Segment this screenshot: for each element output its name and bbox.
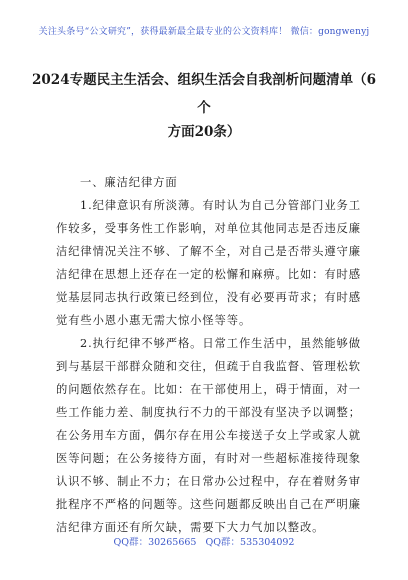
document-title-line-2: 方面20条） [167,124,241,140]
paragraph-line: 认识不够、制止不力；在日常办公过程中，存在着财务审 [56,475,361,488]
paragraph-line: 作较多，受事务性工作影响，对单位其他同志是否违反廉 [56,222,361,235]
document-title-line-1: 2024专题民主生活会、组织生活会自我剖析问题清单（6个 [32,72,376,116]
paragraph-line: 到与基层干部群众随和交往，但疏于自我监督、管理松软 [56,360,361,373]
paragraph-line: 洁纪律方面还有所欠缺，需要下大力气加以整改。 [56,521,325,534]
paragraph-line: 的问题依然存在。比如：在干部使用上，碍于情面，对一 [56,383,361,396]
paragraph-line: 觉基层同志执行政策已经到位，没有必要再苛求；有时感 [56,291,361,304]
paragraph-line: 2.执行纪律不够严格。日常工作生活中，虽然能够做 [80,337,361,350]
paragraph-line: 些工作能力差、制度执行不力的干部没有坚决予以调整； [56,406,361,419]
footer-contact [0,534,408,548]
paragraph-line: 觉有些小恩小惠无需大惊小怪等等。 [56,314,252,327]
paragraph-line: 批程序不严格的问题等。这些问题都反映出自己在严明廉 [56,498,361,511]
paragraph-line: 医等问题；在公务接待方面，有时对一些超标准接待现象 [56,452,361,465]
section-heading: 一、廉洁纪律方面 [80,176,178,189]
paragraph-line: 洁纪律在思想上还存在一定的松懈和麻痹。比如：有时感 [56,268,361,281]
footer-qq-group-1: QQ群：30265665 [113,537,197,548]
paragraph-line: 洁纪律情况关注不够、了解不全，对自己是否带头遵守廉 [56,245,361,258]
header-banner: 关注头条号“公文研究”，获得最新最全最专业的公文资料库！ 微信：gongwenyj [38,27,370,37]
paragraph-line: 1.纪律意识有所淡薄。有时认为自己分管部门业务工 [80,199,361,212]
footer-qq-group-2: QQ群：535304092 [205,537,295,548]
paragraph-line: 在公务用车方面，偶尔存在用公车接送子女上学或家人就 [56,429,361,442]
